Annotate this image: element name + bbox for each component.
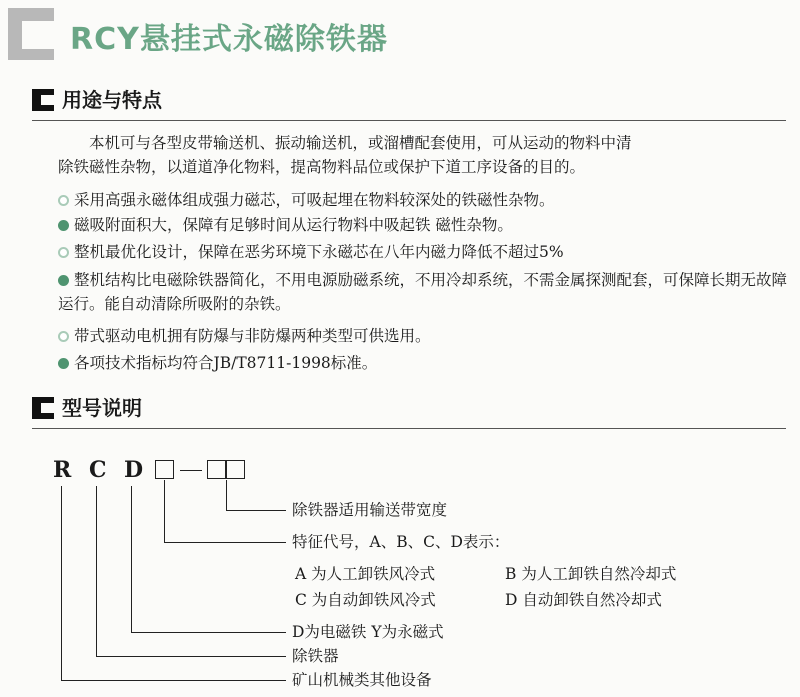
feature-item — [58, 188, 555, 212]
leader-line — [226, 510, 286, 511]
leader-line — [96, 656, 286, 657]
intro-paragraph — [58, 131, 788, 179]
intro-line-2: 除铁磁性杂物，以道道净化物料，提高物料品位或保护下道工序设备的目的。 — [58, 158, 586, 176]
feature-item — [58, 324, 431, 348]
section-divider — [32, 120, 786, 121]
code-letter-c: C — [89, 457, 107, 483]
feature-item — [58, 351, 377, 375]
feature-item — [58, 213, 513, 237]
feature-text: 带式驱动电机拥有防爆与非防爆两种类型可供选用。 — [74, 327, 431, 345]
feature-item — [58, 268, 788, 316]
ring-bullet-icon — [58, 247, 69, 258]
c-meaning-label: 除铁器 — [292, 647, 339, 665]
feature-code-box — [155, 460, 174, 479]
section-icon-cutout — [41, 403, 54, 413]
code-letter-d: D — [124, 457, 144, 483]
leader-line — [131, 632, 286, 633]
intro-line-1: 本机可与各型皮带输送机、振动输送机，或溜槽配套使用，可从运动的物料中清 — [89, 134, 632, 152]
feature-label: 特征代号，A、B、C、D表示： — [292, 533, 510, 551]
leader-line — [61, 680, 286, 681]
feature-text: 整机结构比电磁除铁器简化，不用电源励磁系统，不用冷却系统，不需金属探测配套，可保障长期无故障运行。能自动清除所吸附的杂铁。 — [58, 271, 788, 313]
section-divider — [32, 428, 786, 429]
code-letter-r: R — [53, 457, 72, 483]
leader-line — [164, 480, 165, 543]
dot-bullet-icon — [58, 220, 69, 231]
width-label: 除铁器适用输送带宽度 — [292, 501, 448, 519]
leader-line — [131, 486, 132, 633]
dot-bullet-icon — [58, 358, 69, 369]
section-icon-cutout — [41, 95, 54, 105]
leader-line — [96, 486, 97, 657]
feature-text: 整机最优化设计，保障在恶劣环境下永磁芯在八年内磁力降低不超过5% — [74, 243, 564, 261]
page-title: RCY悬挂式永磁除铁器 — [70, 22, 388, 57]
section-title-model: 型号说明 — [62, 396, 142, 420]
section-title-usage: 用途与特点 — [62, 88, 162, 112]
option-a: A 为人工卸铁风冷式 — [295, 565, 436, 583]
d-meaning-label: D为电磁铁 Y为永磁式 — [292, 623, 444, 641]
feature-text: 磁吸附面积大，保障有足够时间从运行物料中吸起铁 磁性杂物。 — [74, 216, 513, 234]
dot-bullet-icon — [58, 275, 69, 286]
option-c: C 为自动卸铁风冷式 — [295, 591, 436, 609]
leader-line — [226, 480, 227, 511]
ring-bullet-icon — [58, 331, 69, 342]
logo-mark-cutout — [22, 21, 54, 49]
feature-text: 采用高强永磁体组成强力磁芯，可吸起埋在物料较深处的铁磁性杂物。 — [74, 191, 555, 209]
leader-line — [164, 542, 286, 543]
feature-text: 各项技术指标均符合JB/T8711-1998标准。 — [74, 354, 378, 372]
feature-item — [58, 240, 564, 264]
r-meaning-label: 矿山机械类其他设备 — [292, 671, 432, 689]
width-code-box — [207, 460, 226, 479]
leader-line — [61, 486, 62, 681]
code-dash — [180, 470, 202, 471]
width-code-box — [226, 460, 245, 479]
ring-bullet-icon — [58, 195, 69, 206]
option-d: D 自动卸铁自然冷却式 — [505, 591, 662, 609]
option-b: B 为人工卸铁自然冷却式 — [505, 565, 677, 583]
